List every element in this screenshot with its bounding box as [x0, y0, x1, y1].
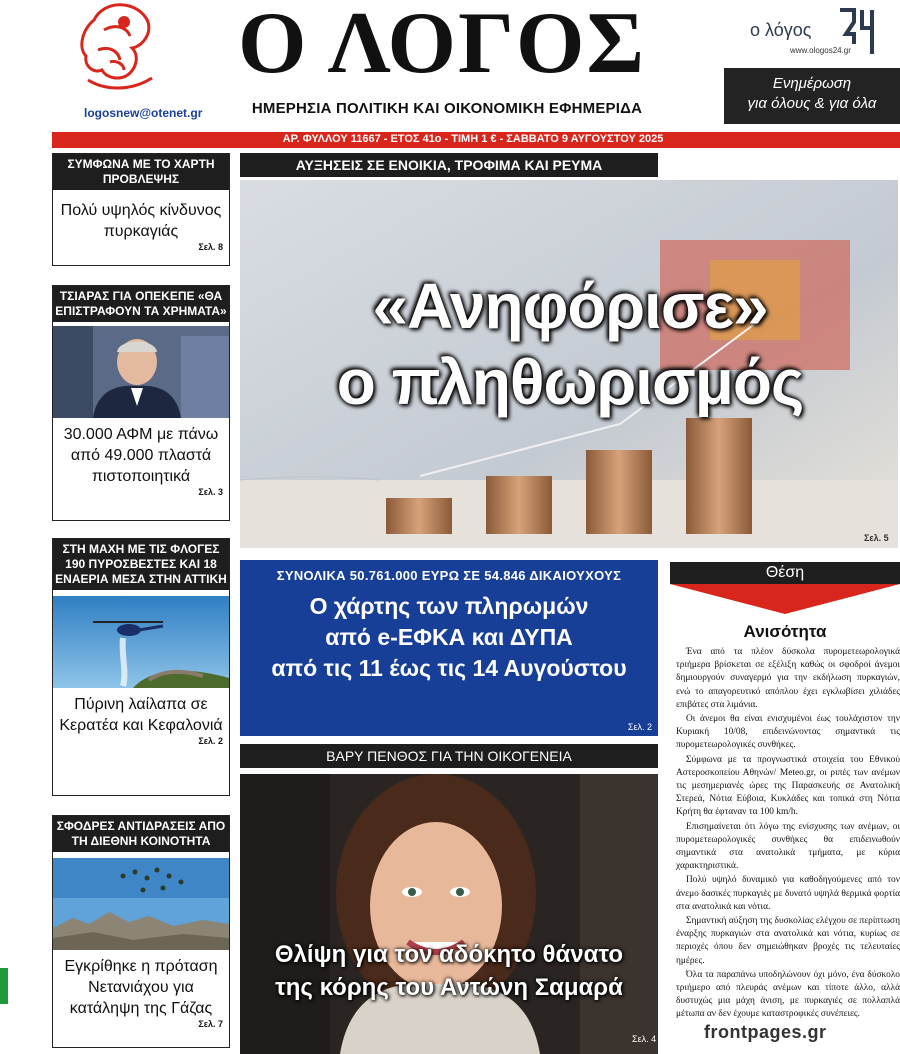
- mourning-line-1: Θλίψη για τον αδόκητο θάνατο: [274, 941, 624, 968]
- side-story-3[interactable]: [52, 538, 230, 796]
- thesis-paragraph: Ένα από τα πλέον δύσκολα πυρομετεωρολογικά τριήμερα βρίσκεται σε εξέλιξη καθώς οι σφοδροί άνεμοι δημιουργούν συναγερμό για την εκδήλωση πυρκαγιών, ενώ το απαγορευτικό απόπλου έχει εγκλωβίσει χιλιάδες επιβάτες στα λιμάνια.: [676, 647, 900, 710]
- payments-line-2: από e-ΕΦΚΑ και ΔΥΠΑ: [325, 624, 573, 650]
- minister-photo: [53, 326, 229, 418]
- web-logo-text: ο λόγος: [750, 20, 812, 40]
- payments-headline: [240, 583, 658, 684]
- mourning-kicker: ΒΑΡΥ ΠΕΝΘΟΣ ΓΙΑ ΤΗΝ ΟΙΚΟΓΕΝΕΙΑ: [240, 744, 658, 768]
- mourning-line-2: της κόρης του Αντώνη Σαμαρά: [275, 974, 623, 1001]
- side-story-kicker: ΣΤΗ ΜΑΧΗ ΜΕ ΤΙΣ ΦΛΟΓΕΣ 190 ΠΥΡΟΣΒΕΣΤΕΣ ΚΑΙ 18 ΕΝΑΕΡΙΑ ΜΕΣΑ ΣΤΗΝ ΑΤΤΙΚΗ: [53, 539, 229, 590]
- page-ref: Σελ. 3: [198, 487, 223, 497]
- side-story-title: 30.000 ΑΦΜ με πάνω από 49.000 πλαστά πιστοποιητικά: [63, 426, 219, 485]
- page-ref: Σελ. 2: [198, 736, 223, 746]
- page-ref: Σελ. 4: [632, 1034, 657, 1044]
- slogan-line-1: Ενημέρωση: [772, 75, 852, 92]
- thesis-body: [676, 646, 900, 1023]
- green-edge-tab: [0, 968, 8, 1004]
- slogan-line-2: για όλους & για όλα: [747, 95, 877, 112]
- issue-info: ΑΡ. ΦΥΛΛΟΥ 11667 - ΕΤΟΣ 41ο - ΤΙΜΗ 1 € - ΣΑΒΒΑΤΟ 9 ΑΥΓΟΥΣΤΟΥ 2025: [282, 133, 664, 145]
- contact-email[interactable]: logosnew@otenet.gr: [84, 106, 203, 120]
- thesis-paragraph: Σημαντική αύξηση της δυσκολίας ελέγχου σε περίπτωση έναρξης πυρκαγιών στα ανατολικά και νότια, κυρίως σε περιοχές όπου δεν σημειώθηκαν βροχές τις τελευταίες ημέρες.: [676, 916, 900, 966]
- main-headline: [240, 268, 900, 420]
- payments-story[interactable]: [240, 560, 658, 736]
- side-story-kicker: ΣΦΟΔΡΕΣ ΑΝΤΙΔΡΑΣΕΙΣ ΑΠΟ ΤΗ ΔΙΕΘΝΗ ΚΟΙΝΟΤΗΤΑ: [53, 816, 229, 852]
- thesis-paragraph: Όλα τα παραπάνω υποδηλώνουν όχι μόνο, ένα δύσκολο τριήμερο από πλευράς ανέμων και τίποτε άλλο, αλλά δυστυχώς μια μάχη άνιση, με πυρκαγιές σε πολλαπλά μέτωπα αν δεν έχουμε καταστροφικές συνέπειες.: [676, 969, 900, 1020]
- main-story-kicker: ΑΥΞΗΣΕΙΣ ΣΕ ΕΝΟΙΚΙΑ, ΤΡΟΦΙΜΑ ΚΑΙ ΡΕΥΜΑ: [240, 153, 658, 177]
- side-story-title: Εγκρίθηκε η πρόταση Νετανιάχου για κατάληψη της Γάζας: [64, 958, 218, 1017]
- thesis-paragraph: Οι άνεμοι θα είναι ενισχυμένοι έως τουλάχιστον την Κυριακή 10/08, επιδεινώνοντας σημαντικά τις πυρομετεωρολογικές συνθήκες.: [676, 714, 900, 751]
- side-story-1[interactable]: [52, 153, 230, 266]
- page-ref: Σελ. 2: [627, 722, 652, 732]
- side-story-title: Πολύ υψηλός κίνδυνος πυρκαγιάς: [60, 202, 222, 240]
- portrait-photo: [240, 774, 658, 1054]
- newspaper-emblem-icon: [74, 0, 164, 100]
- thesis-paragraph: Επισημαίνεται ότι λόγω της ενίσχυσης των ανέμων, οι πυρομετεωρολογικές συνθήκες θα επιδεινωθούν σημαντικά στα ανατολικά τμήματα, με κύρια χαρακτηριστικά.: [676, 821, 900, 872]
- page-ref: Σελ. 5: [864, 533, 889, 543]
- side-story-4[interactable]: [52, 815, 230, 1048]
- payments-kicker: ΣΥΝΟΛΙΚΑ 50.761.000 ΕΥΡΩ ΣΕ 54.846 ΔΙΚΑΙΟΥΧΟΥΣ: [276, 568, 622, 583]
- side-story-kicker: ΣΥΜΦΩΝΑ ΜΕ ΤΟ ΧΑΡΤΗ ΠΡΟΒΛΕΨΗΣ: [53, 154, 229, 190]
- page-ref: Σελ. 8: [198, 242, 223, 252]
- side-story-title: Πύρινη λαίλαπα σε Κερατέα και Κεφαλονιά: [59, 696, 223, 734]
- firefighting-helicopter-photo: [53, 596, 229, 688]
- thesis-header: Θέση: [670, 562, 900, 584]
- side-story-kicker: ΤΣΙΑΡΑΣ ΓΙΑ ΟΠΕΚΕΠΕ «ΘΑ ΕΠΙΣΤΡΑΦΟΥΝ ΤΑ ΧΡΗΜΑΤΑ»: [53, 286, 229, 322]
- side-story-2[interactable]: [52, 285, 230, 521]
- main-headline-line-2: ο πληθωρισμός: [336, 346, 804, 418]
- main-headline-line-1: «Ανηφόρισε»: [372, 270, 768, 342]
- slogan-box: [724, 68, 900, 124]
- watermark: frontpages.gr: [704, 1022, 827, 1042]
- payments-line-3: από τις 11 έως τις 14 Αυγούστου: [271, 655, 627, 681]
- thesis-title: Ανισότητα: [743, 622, 827, 641]
- thesis-triangle-decoration: [670, 584, 900, 614]
- newspaper-subtitle: ΗΜΕΡΗΣΙΑ ΠΟΛΙΤΙΚΗ ΚΑΙ ΟΙΚΟΝΟΜΙΚΗ ΕΦΗΜΕΡΙΔΑ: [251, 100, 643, 117]
- issue-info-bar: [52, 132, 900, 148]
- mourning-headline: [240, 938, 658, 1004]
- payments-line-1: Ο χάρτης των πληρωμών: [309, 593, 589, 619]
- page-ref: Σελ. 7: [198, 1019, 223, 1029]
- newspaper-title: Ο ΛΟΓΟΣ: [238, 0, 646, 92]
- thesis-paragraph: Σύμφωνα με τα προγνωστικά στοιχεία του Εθνικού Αστεροσκοπείου Αθηνών/ Meteo.gr, οι ριπές των ανέμων τις μεσημεριανές ώρες της Παρασκευής σε Ανατολική Στερεά, Νότια Εύβοια, Κυκλάδες και τοπικά στη Νότια Κρήτη θα έφταναν τα 100 km/h.: [676, 754, 900, 818]
- gaza-airdrop-photo: [53, 858, 229, 950]
- web-url[interactable]: www.ologos24.gr: [790, 46, 851, 55]
- thesis-paragraph: Πολύ υψηλό δυναμικό για καθοδηγούμενες από τον άνεμο δασικές πυρκαγιές με δυνατό υψηλά θερμικά φορτία στα ανατολικά και νότια.: [676, 875, 900, 912]
